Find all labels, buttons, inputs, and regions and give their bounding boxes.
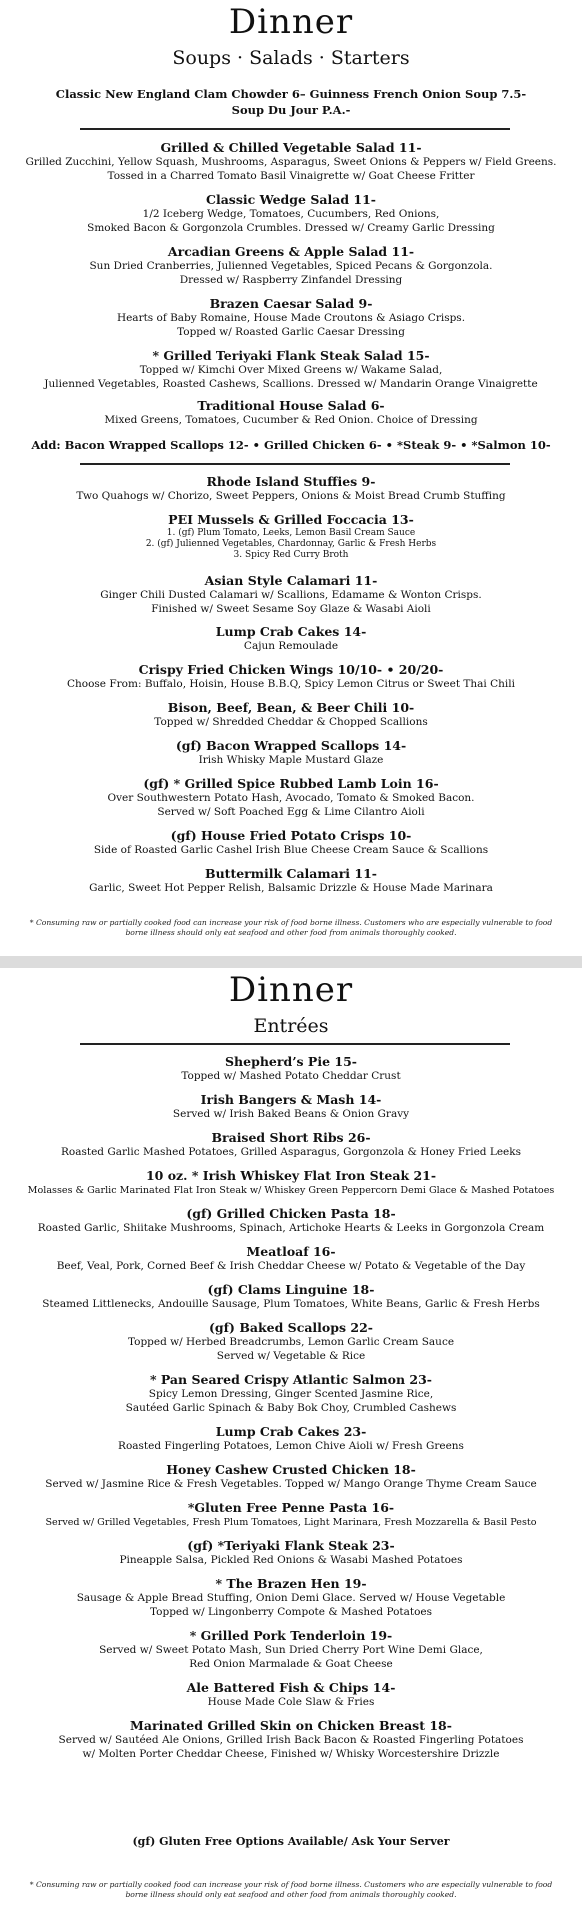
item-name: (gf) Baked Scallops 22- <box>209 1320 373 1335</box>
item-desc: 3. Spicy Red Curry Broth <box>233 550 349 560</box>
item-name: Classic Wedge Salad 11- <box>206 192 376 207</box>
menu-item <box>20 244 562 287</box>
item-desc: Sautéed Garlic Spinach & Baby Bok Choy, Crumbled Cashews <box>125 1401 457 1414</box>
item-desc: Side of Roasted Garlic Cashel Irish Blue Cheese Cream Sauce & Scallions <box>93 844 489 856</box>
menu-item <box>20 140 562 183</box>
item-name: Lump Crab Cakes 14- <box>215 624 367 639</box>
item-name: Rhode Island Stuffies 9- <box>206 474 376 489</box>
item-desc: Roasted Fingerling Potatoes, Lemon Chive Aioli w/ Fresh Greens <box>118 1440 464 1452</box>
item-desc: Ginger Chili Dusted Calamari w/ Scallions, Edamame & Wonton Crisps. <box>100 589 482 601</box>
gluten-free-text: (gf) Gluten Free Options Available/ Ask Your Server <box>132 1835 450 1848</box>
gluten-free-note <box>20 1834 562 1850</box>
item-desc: Dressed w/ Raspberry Zinfandel Dressing <box>179 273 403 286</box>
item-desc: Hearts of Baby Romaine, House Made Croutons & Asiago Crisps. <box>116 312 466 324</box>
menu-item <box>20 738 562 768</box>
item-name: (gf) * Grilled Spice Rubbed Lamb Loin 16- <box>143 776 439 791</box>
menu-item <box>20 1718 562 1761</box>
food-safety-note <box>10 1880 572 1900</box>
menu-item <box>20 512 562 561</box>
add-ons-line <box>20 437 562 453</box>
item-desc: Spicy Lemon Dressing, Ginger Scented Jasmine Rice, <box>148 1388 434 1400</box>
item-name: 10 oz. * Irish Whiskey Flat Iron Steak 21- <box>145 1168 437 1183</box>
item-name: Irish Bangers & Mash 14- <box>200 1092 382 1107</box>
menu-item <box>20 296 562 339</box>
item-desc: Served w/ Vegetable & Rice <box>216 1349 366 1362</box>
section-divider <box>80 128 510 130</box>
item-name: * Grilled Teriyaki Flank Steak Salad 15- <box>152 348 430 363</box>
item-desc: w/ Molten Porter Cheddar Cheese, Finished w/ Whisky Worcestershire Drizzle <box>82 1747 500 1760</box>
item-desc: Beef, Veal, Pork, Corned Beef & Irish Cheddar Cheese w/ Potato & Vegetable of the Day <box>56 1260 526 1272</box>
note-line: borne illness should only eat seafood and other food from animals thoroughly cooked. <box>125 928 457 937</box>
item-name: Buttermilk Calamari 11- <box>205 866 377 881</box>
item-desc: Julienned Vegetables, Roasted Cashews, Scallions. Dressed w/ Mandarin Orange Vinaigrette <box>44 377 538 390</box>
menu-item <box>20 624 562 654</box>
menu-item <box>20 1628 562 1671</box>
item-desc: Sun Dried Cranberries, Julienned Vegetables, Spiced Pecans & Gorgonzola. <box>89 260 493 272</box>
item-name: Lump Crab Cakes 23- <box>215 1424 367 1439</box>
item-desc: Sausage & Apple Bread Stuffing, Onion Demi Glace. Served w/ House Vegetable <box>76 1592 506 1604</box>
item-desc: Served w/ Soft Poached Egg & Lime Cilantro Aioli <box>157 805 425 818</box>
menu-item <box>20 1320 562 1363</box>
soups-line: Classic New England Clam Chowder 6– Guinness French Onion Soup 7.5- <box>55 87 527 101</box>
item-name: * Pan Seared Crispy Atlantic Salmon 23- <box>149 1372 432 1387</box>
item-name: *Gluten Free Penne Pasta 16- <box>187 1500 395 1515</box>
item-desc: Choose From: Buffalo, Hoisin, House B.B.Q, Spicy Lemon Citrus or Sweet Thai Chili <box>66 678 515 690</box>
menu-item <box>20 1424 562 1454</box>
item-desc: Over Southwestern Potato Hash, Avocado, Tomato & Smoked Bacon. <box>107 792 475 804</box>
note-line: borne illness should only eat seafood and other food from animals thoroughly cooked. <box>125 1890 457 1899</box>
item-desc: Topped w/ Herbed Breadcrumbs, Lemon Garlic Cream Sauce <box>127 1336 455 1348</box>
menu-item <box>20 1092 562 1122</box>
sheet-separator <box>0 956 582 968</box>
menu-item <box>20 192 562 235</box>
menu-sheet-entrees <box>0 968 582 1921</box>
menu-item <box>20 700 562 730</box>
item-desc: Tossed in a Charred Tomato Basil Vinaigrette w/ Goat Cheese Fritter <box>107 169 475 182</box>
item-desc: Roasted Garlic Mashed Potatoes, Grilled Asparagus, Gorgonzola & Honey Fried Leeks <box>60 1146 522 1158</box>
section-divider <box>80 463 510 465</box>
item-desc: Steamed Littlenecks, Andouille Sausage, Plum Tomatoes, White Beans, Garlic & Fresh Herbs <box>42 1298 540 1310</box>
item-name: Brazen Caesar Salad 9- <box>209 296 373 311</box>
item-name: (gf) Bacon Wrapped Scallops 14- <box>175 738 407 753</box>
menu-item <box>20 1680 562 1710</box>
menu-title: Dinner <box>228 970 354 1010</box>
menu-item <box>20 573 562 616</box>
item-name: Asian Style Calamari 11- <box>204 573 378 588</box>
item-desc: Irish Whisky Maple Mustard Glaze <box>198 754 384 766</box>
item-desc: Smoked Bacon & Gorgonzola Crumbles. Dressed w/ Creamy Garlic Dressing <box>87 221 495 234</box>
menu-item <box>20 1206 562 1236</box>
item-desc: Cajun Remoulade <box>243 640 339 652</box>
item-name: * Grilled Pork Tenderloin 19- <box>189 1628 393 1643</box>
item-desc: Roasted Garlic, Shiitake Mushrooms, Spinach, Artichoke Hearts & Leeks in Gorgonzola Cream <box>37 1222 545 1234</box>
item-desc: Garlic, Sweet Hot Pepper Relish, Balsamic Drizzle & House Made Marinara <box>89 882 493 894</box>
item-desc: Served w/ Jasmine Rice & Fresh Vegetables. Topped w/ Mango Orange Thyme Cream Sauce <box>45 1478 537 1490</box>
menu-sheet-starters <box>0 0 582 956</box>
item-name: Crispy Fried Chicken Wings 10/10- • 20/20- <box>138 662 444 677</box>
item-desc: Served w/ Grilled Vegetables, Fresh Plum Tomatoes, Light Marinara, Fresh Mozzarella & Basil Pesto <box>45 1517 537 1528</box>
item-name: (gf) *Teriyaki Flank Steak 23- <box>187 1538 395 1553</box>
item-desc: Served w/ Sweet Potato Mash, Sun Dried Cherry Port Wine Demi Glace, <box>99 1644 483 1656</box>
menu-item <box>20 662 562 692</box>
item-desc: Two Quahogs w/ Chorizo, Sweet Peppers, Onions & Moist Bread Crumb Stuffing <box>76 490 506 502</box>
item-desc: Served w/ Sautéed Ale Onions, Grilled Irish Back Bacon & Roasted Fingerling Potatoes <box>58 1734 524 1746</box>
item-desc: Pineapple Salsa, Pickled Red Onions & Wasabi Mashed Potatoes <box>119 1554 463 1566</box>
item-name: Honey Cashew Crusted Chicken 18- <box>166 1462 416 1477</box>
menu-item <box>20 1244 562 1274</box>
menu-item <box>20 1462 562 1492</box>
menu-item <box>20 1054 562 1084</box>
item-desc: Topped w/ Lingonberry Compote & Mashed Potatoes <box>149 1605 433 1618</box>
menu-item <box>20 1168 562 1198</box>
item-name: Arcadian Greens & Apple Salad 11- <box>167 244 415 259</box>
item-name: Marinated Grilled Skin on Chicken Breast 18- <box>130 1718 452 1733</box>
item-name: Braised Short Ribs 26- <box>211 1130 371 1145</box>
menu-item <box>20 1576 562 1619</box>
menu-item <box>20 828 562 858</box>
menu-item <box>20 348 562 391</box>
item-desc: Finished w/ Sweet Sesame Soy Glaze & Wasabi Aioli <box>151 602 431 615</box>
item-name: (gf) House Fried Potato Crisps 10- <box>170 828 412 843</box>
section-divider <box>80 1043 510 1045</box>
item-name: Bison, Beef, Bean, & Beer Chili 10- <box>167 700 415 715</box>
item-name: (gf) Clams Linguine 18- <box>207 1282 375 1297</box>
menu-subtitle: Entrées <box>253 1015 329 1037</box>
item-name: * The Brazen Hen 19- <box>215 1576 367 1591</box>
note-line: * Consuming raw or partially cooked food can increase your risk of food borne illness. Customers who are especially vulnerable to food <box>29 918 553 927</box>
menu-subtitle: Soups · Salads · Starters <box>172 47 410 69</box>
item-name: Traditional House Salad 6- <box>197 398 385 413</box>
item-desc: Molasses & Garlic Marinated Flat Iron Steak w/ Whiskey Green Peppercorn Demi Glace & Mashed Potatoes <box>27 1185 555 1196</box>
item-desc: Topped w/ Kimchi Over Mixed Greens w/ Wakame Salad, <box>139 364 443 376</box>
soups-line: Soup Du Jour P.A.- <box>231 103 351 117</box>
note-line: * Consuming raw or partially cooked food can increase your risk of food borne illness. Customers who are especially vulnerable to food <box>29 1880 553 1889</box>
item-name: Shepherd’s Pie 15- <box>225 1054 357 1069</box>
add-ons-text: Add: Bacon Wrapped Scallops 12- • Grilled Chicken 6- • *Steak 9- • *Salmon 10- <box>31 438 551 452</box>
food-safety-note <box>10 918 572 938</box>
item-desc: Grilled Zucchini, Yellow Squash, Mushrooms, Asparagus, Sweet Onions & Peppers w/ Field Greens. <box>25 156 557 168</box>
item-name: Ale Battered Fish & Chips 14- <box>186 1680 396 1695</box>
item-name: PEI Mussels & Grilled Foccacia 13- <box>168 512 414 527</box>
menu-item <box>20 398 562 428</box>
item-desc: Topped w/ Mashed Potato Cheddar Crust <box>181 1070 401 1082</box>
menu-item <box>20 1538 562 1568</box>
item-desc: Red Onion Marmalade & Goat Cheese <box>189 1657 393 1670</box>
item-desc: 1/2 Iceberg Wedge, Tomatoes, Cucumbers, Red Onions, <box>142 208 440 220</box>
menu-item <box>20 1372 562 1415</box>
item-name: Grilled & Chilled Vegetable Salad 11- <box>160 140 422 155</box>
menu-item <box>20 474 562 504</box>
item-name: Meatloaf 16- <box>246 1244 336 1259</box>
item-desc: Mixed Greens, Tomatoes, Cucumber & Red Onion. Choice of Dressing <box>104 414 478 426</box>
item-desc: 1. (gf) Plum Tomato, Leeks, Lemon Basil Cream Sauce <box>166 528 416 538</box>
menu-item <box>20 1500 562 1530</box>
menu-item <box>20 1282 562 1312</box>
soups-block <box>20 86 562 118</box>
menu-item <box>20 776 562 819</box>
menu-item <box>20 866 562 896</box>
item-desc: House Made Cole Slaw & Fries <box>207 1696 375 1708</box>
item-desc: 2. (gf) Julienned Vegetables, Chardonnay, Garlic & Fresh Herbs <box>145 539 437 549</box>
menu-title: Dinner <box>228 2 354 42</box>
item-name: (gf) Grilled Chicken Pasta 18- <box>186 1206 396 1221</box>
item-desc: Served w/ Irish Baked Beans & Onion Gravy <box>172 1108 410 1120</box>
item-desc: Topped w/ Roasted Garlic Caesar Dressing <box>177 325 405 338</box>
item-desc: Topped w/ Shredded Cheddar & Chopped Scallions <box>154 716 428 728</box>
menu-item <box>20 1130 562 1160</box>
